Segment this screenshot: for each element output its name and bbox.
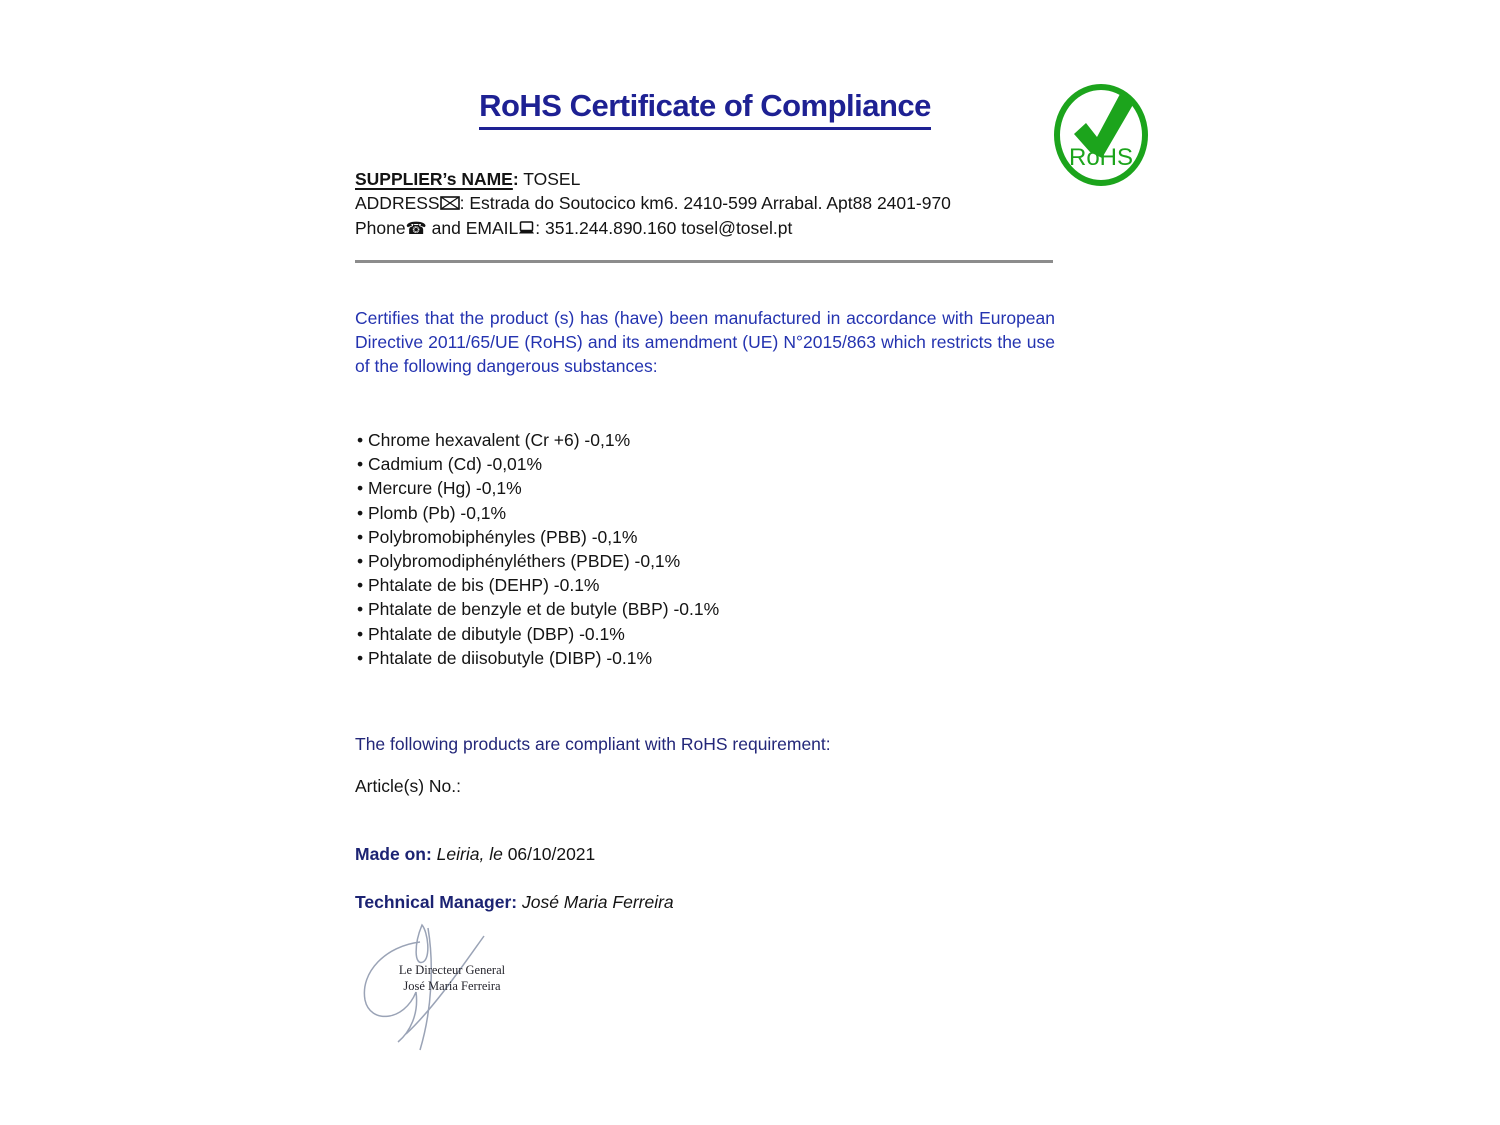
supplier-block (355, 167, 951, 241)
signature-block (356, 922, 526, 1054)
made-on-label: Made on: (355, 844, 432, 864)
address-value: : Estrada do Soutocico km6. 2410-599 Arrabal. Apt88 2401-970 (459, 193, 951, 213)
technical-manager-value: José Maria Ferreira (517, 892, 674, 912)
phone-label: Phone (355, 218, 406, 238)
substance-item: • Cadmium (Cd) -0,01% (357, 452, 719, 476)
supplier-address-line (355, 191, 951, 216)
separator-rule (355, 260, 1053, 263)
phone-icon: ☎ (405, 219, 427, 239)
page-title: RoHS Certificate of Compliance (479, 88, 931, 130)
substance-item: • Phtalate de benzyle et de butyle (BBP) -0.1% (357, 597, 719, 621)
substance-item: • Polybromodiphényléthers (PBDE) -0,1% (357, 549, 719, 573)
substance-item: • Mercure (Hg) -0,1% (357, 476, 719, 500)
signature-text (392, 962, 512, 994)
made-on-place: Leiria, le (431, 844, 508, 864)
substance-item: • Phtalate de bis (DEHP) -0.1% (357, 573, 719, 597)
title-wrap (355, 88, 1055, 130)
envelope-icon (440, 192, 460, 216)
substance-item: • Phtalate de dibutyle (DBP) -0.1% (357, 622, 719, 646)
signature-name: José Maria Ferreira (403, 979, 501, 993)
article-number-label: Article(s) No.: (355, 776, 461, 796)
substance-item: • Plomb (Pb) -0,1% (357, 501, 719, 525)
supplier-contact-line (355, 216, 951, 241)
certification-statement: Certifies that the product (s) has (have) been manufactured in accordance with European Directive 2011/65/UE (RoHS) and its amendment (UE) N°2015/863 which restricts the use of the following dangerous substances: (355, 308, 1055, 377)
computer-icon (518, 217, 535, 241)
substance-item: • Phtalate de diisobutyle (DIBP) -0.1% (357, 646, 719, 670)
compliance-line: The following products are compliant with RoHS requirement: (355, 734, 831, 754)
logo-label: RoHS (1068, 144, 1134, 171)
supplier-name-colon: : (512, 169, 519, 189)
substances-list (357, 428, 719, 670)
substance-item: • Chrome hexavalent (Cr +6) -0,1% (357, 428, 719, 452)
address-label: ADDRESS (355, 193, 440, 213)
supplier-name-value: TOSEL (518, 169, 581, 189)
signature-title: Le Directeur General (398, 963, 506, 977)
rohs-logo-graphic (1052, 82, 1150, 188)
technical-manager-line (355, 892, 674, 913)
technical-manager-label: Technical Manager: (355, 892, 518, 912)
rohs-logo (1052, 82, 1150, 188)
made-on-line (355, 844, 595, 865)
made-on-date: 06/10/2021 (507, 844, 596, 864)
email-label: and EMAIL (426, 218, 519, 238)
contact-value: : 351.244.890.160 tosel@tosel.pt (535, 218, 793, 238)
supplier-name-line (355, 167, 951, 191)
supplier-name-label: SUPPLIER’s NAME (355, 169, 513, 189)
substance-item: • Polybromobiphényles (PBB) -0,1% (357, 525, 719, 549)
